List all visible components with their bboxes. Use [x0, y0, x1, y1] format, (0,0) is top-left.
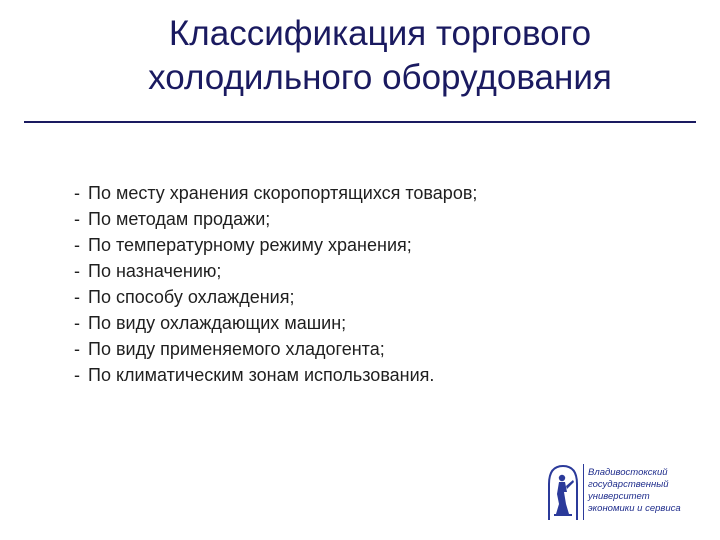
list-item: - По виду применяемого хладогента; [74, 339, 385, 359]
list-item: - По виду охлаждающих машин; [74, 313, 347, 333]
list-item: - По климатическим зонам использования. [74, 365, 435, 385]
list-item: - По методам продажи; [74, 209, 271, 229]
logo-text [588, 467, 681, 515]
logo-line: университет [588, 491, 650, 502]
list-item: - По температурному режиму хранения; [74, 235, 412, 255]
university-logo [545, 462, 705, 524]
logo-line: Владивостокский [588, 467, 668, 478]
list-item: - По назначению; [74, 261, 222, 281]
title-line-2: холодильного оборудования [148, 58, 612, 97]
title-divider [24, 121, 696, 123]
logo-line: государственный [588, 479, 669, 490]
list-item: - По месту хранения скоропортящихся товаров; [74, 183, 478, 203]
logo-line: экономики и сервиса [588, 503, 681, 514]
logo-divider [583, 464, 584, 520]
slide-title [40, 12, 720, 100]
classification-list [74, 180, 477, 388]
title-line-1: Классификация торгового [168, 14, 592, 53]
university-emblem-icon [545, 462, 581, 522]
list-item: - По способу охлаждения; [74, 287, 295, 307]
